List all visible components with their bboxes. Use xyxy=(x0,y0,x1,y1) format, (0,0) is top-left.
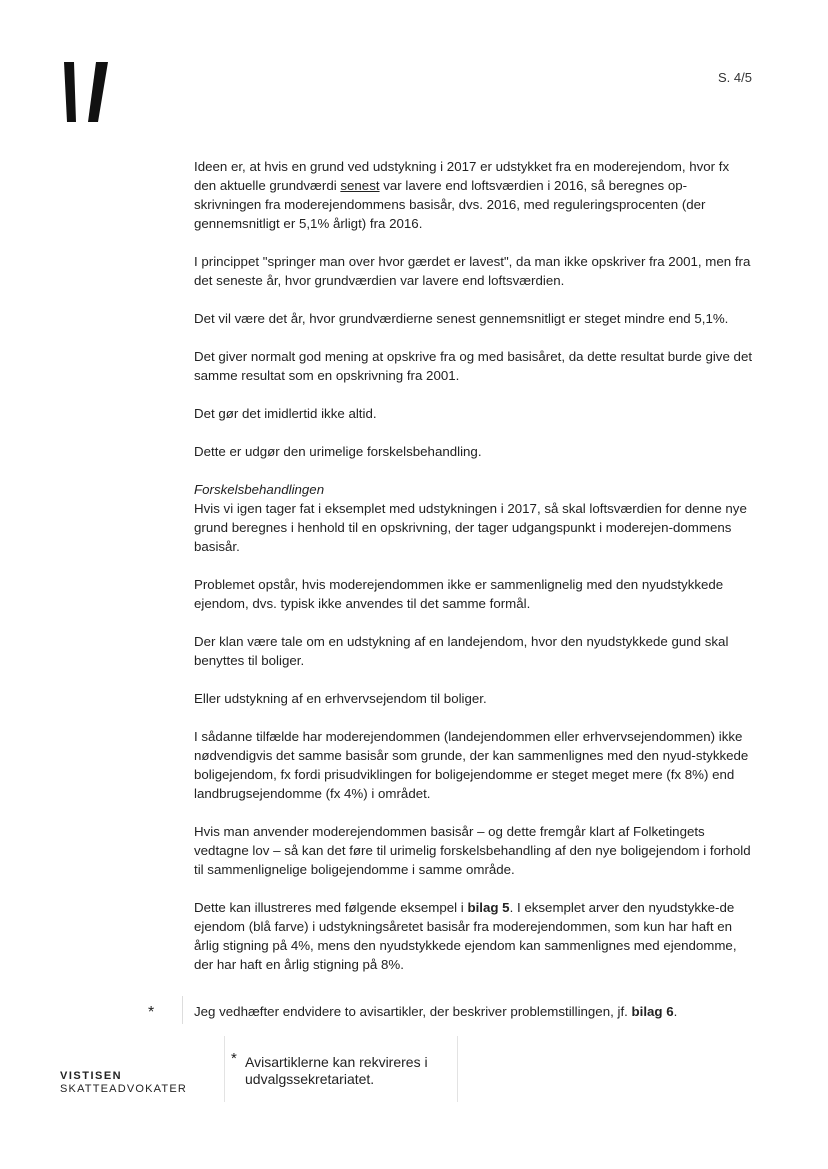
paragraph-6: Dette er udgør den urimelige forskelsbehandling. xyxy=(194,444,482,459)
section-heading: Forskelsbehandlingen xyxy=(194,482,325,497)
paragraph-5: Det gør det imidlertid ikke altid. xyxy=(194,406,377,421)
paragraph-4: Det giver normalt god mening at opskrive fra og med basisåret, da dette resultat burde give det samme resultat som en opskrivning fra 2001. xyxy=(194,349,753,383)
paragraph-14: Jeg vedhæfter endvidere to avisartikler, der beskriver problemstillingen, jf. bilag 6. xyxy=(194,1004,678,1019)
bilag-5-reference: bilag 5 xyxy=(467,900,510,915)
stamp-text: Avisartiklerne kan rekvireres i udvalgssekretariatet. xyxy=(245,1054,428,1087)
paragraph-7: Hvis vi igen tager fat i eksemplet med udstykningen i 2017, så skal loftsværdien for denne nye grund beregnes i henhold til en opskrivning, der tager udgangspunkt i moderejen-dommens basisår. xyxy=(194,501,747,554)
annotation-stamp xyxy=(224,1036,458,1102)
paragraph-12: Hvis man anvender moderejendommen basisår – og dette fremgår klart af Folketingets vedtagne lov – så kan det føre til urimelig forskelsbehandling af den nye boligejendom i forhold til sammenlignelige boligejendomme i samme område. xyxy=(194,824,751,877)
document-body xyxy=(194,157,754,993)
paragraph-3: Det vil være det år, hvor grundværdierne senest gennemsnitligt er steget mindre end 5,1%. xyxy=(194,311,729,326)
bilag-6-reference: bilag 6 xyxy=(631,1004,674,1019)
paragraph-11: I sådanne tilfælde har moderejendommen (landejendommen eller erhvervsejendommen) ikke nødvendigvis det samme basisår som grunde, der kan sammenlignes med den nyud-stykkede boligejendom, fx fordi prisudviklingen for boligejendomme er steget meget mere (fx 8%) end landbrugsejendomme (fx 4%) i området. xyxy=(194,729,749,801)
firm-logo xyxy=(62,60,112,124)
margin-asterisk: * xyxy=(148,1004,155,1021)
stamp-asterisk: * xyxy=(231,1050,237,1067)
page-number: S. 4/5 xyxy=(718,70,752,85)
paragraph-8: Problemet opstår, hvis moderejendommen ikke er sammenlignelig med den nyudstykkede ejendom, dvs. typisk ikke anvendes til det samme formål. xyxy=(194,577,724,611)
paragraph-13: Dette kan illustreres med følgende eksempel i bilag 5. I eksemplet arver den nyudstykke-de ejendom (blå farve) i udstykningsåretet basisår fra moderejendommen, som kun har haft en årlig stigning på 4%, mens den nyudstykkede ejendom kan sammenlignes med ejendomme, der har haft en årlig stigning på 8%. xyxy=(194,900,737,972)
paragraph-2: I princippet "springer man over hvor gærdet er lavest", da man ikke opskriver fra 2001, men fra det seneste år, hvor grundværdien var lavere end loftsværdien. xyxy=(194,254,751,288)
footer-firm-name: VISTISEN SKATTEADVOKATER xyxy=(60,1070,188,1095)
margin-rule xyxy=(182,996,183,1024)
paragraph-10: Eller udstykning af en erhvervsejendom til boliger. xyxy=(194,691,487,706)
underlined-word: senest xyxy=(340,178,380,193)
paragraph-1: Ideen er, at hvis en grund ved udstykning i 2017 er udstykket fra en moderejendom, hvor fx den aktuelle grundværdi senest var lavere end loftsværdien i 2016, så beregnes op-skrivningen fra moderejendommens basisår, dvs. 2016, med reguleringsprocenten (der gennemsnitligt er 5,1% årligt) fra 2016. xyxy=(194,159,730,231)
paragraph-9: Der klan være tale om en udstykning af en landejendom, hvor den nyudstykkede gund skal benyttes til boliger. xyxy=(194,634,729,668)
